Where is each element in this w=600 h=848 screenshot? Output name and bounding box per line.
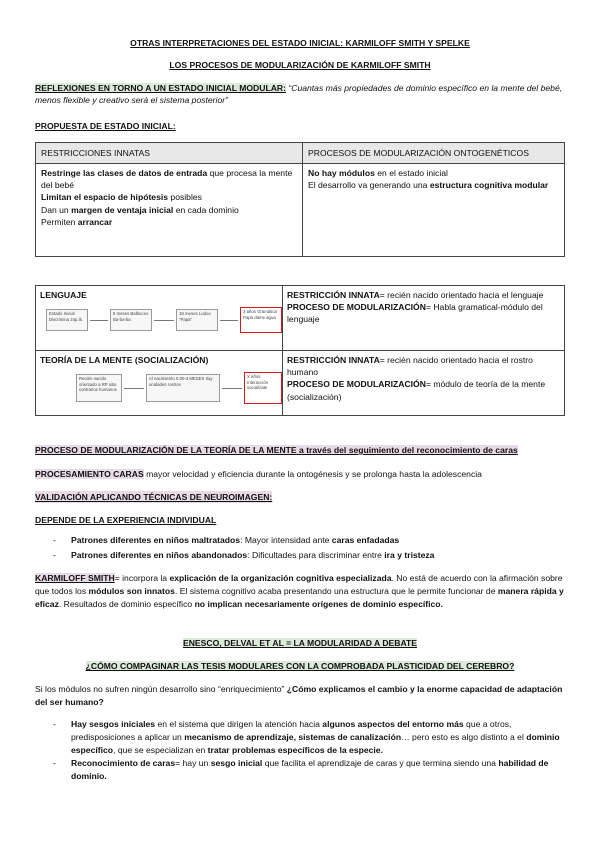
sesgo-bold-3: mecanismo de aprendizaje, sistemas de canalización [184,731,402,742]
teoria-proceso [287,378,560,402]
si-modulos-paragraph [35,683,565,709]
lenguaje-step-2: 8 meses Balbuceo Ba-ba-ba [110,309,152,331]
lenguaje-proceso-text: = Habla gramatical-módulo del lenguaje [287,302,543,325]
caras-bold-1: Reconocimiento de caras [71,757,176,768]
karmiloff-bold-1: explicación de la organización cognitiva especializada [169,573,392,583]
lenguaje-title: LENGUAJE [40,290,87,300]
lenguaje-arrow-2 [154,320,174,321]
teoria-step-2: Al nacimiento 0.00-3 MESES Sig-unidades rostros [146,374,220,402]
lenguaje-restriccion-label: RESTRICCIÓN INNATA [287,290,380,300]
sesgo-bold-4: dominio específico [71,731,560,755]
list-item [35,549,565,561]
teoria-mente-cell [36,351,283,416]
subtitle [20,59,580,71]
proc-1-bold: No hay módulos [308,168,375,178]
teoria-restriccion-label: RESTRICCIÓN INNATA [287,355,380,365]
lenguaje-diagram [40,301,278,341]
restr-1-text: que procesa la mente del bebé [41,168,293,191]
patron-2-bold: Patrones diferentes en niños abandonados [71,550,248,561]
karmiloff-bold-4: no implican necesariamente orígenes de dominio específico. [194,598,443,609]
procesamiento-text: mayor velocidad y eficiencia durante la ontogénesis y se prolonga hasta la adolescencia [143,469,482,479]
procesamiento-label: PROCESAMIENTO CARAS [35,469,144,479]
caras-text-2: que facilita el aprendizaje de caras y que termina siendo una [262,757,499,768]
procesamiento-caras [35,468,565,480]
teoria-step-3: X años Interacción socialízate [244,372,282,404]
patron-1-text: : Mayor intensidad ante [240,535,332,545]
karmiloff-text-3: . El sistema cognitivo acaba presentando una estructura que le permite funcionar de [174,585,498,596]
sesgo-text-2: que a otros, predisposiciones a aplicar un [71,719,512,742]
teoria-mente-desc-cell [283,351,565,416]
patron-1-tail: caras enfadadas [331,535,400,545]
restr-line-1 [41,167,297,191]
reflexiones-quote: “Cuantas más propiedades de dominio específico en la mente del bebé, menos flexible y creativo será el sistema posterior” [35,83,563,106]
karmiloff-text-1: = incorpora la [114,573,170,583]
lenguaje-step-3: 18 meses Lodoo "Papa" [176,309,218,331]
sesgo-text-4: , que se especializan en [113,744,208,755]
pregunta-heading [20,660,580,672]
restr-2-bold: Limitan el espacio de hipótesis [41,192,169,203]
reflexiones-paragraph [35,82,565,106]
karmiloff-label: KARMILOFF SMITH [35,573,115,583]
restr-line-2 [41,191,297,203]
proceso-teoria-mente [35,444,565,456]
proc-2-text: El desarrollo va generando una [308,180,430,191]
teoria-arrow-2 [222,388,242,389]
restr-4-text: Permiten [41,216,78,227]
proc-2-bold: estructura cognitiva modular [429,180,549,191]
teoria-restriccion [287,354,560,378]
sesgo-text-3: … pero esto es algo distinto a el [401,731,527,742]
karmiloff-paragraph [35,572,565,611]
teoria-mente-title: TEORÍA DE LA MENTE (SOCIALIZACIÓN) [40,355,209,365]
list-item [35,534,565,546]
subtitle-text: LOS PROCESOS DE MODULARIZACIÓN DE KARMILOFF SMITH [169,60,431,70]
lenguaje-step-4: 3 años Gramática Papa dame agua [240,307,282,333]
estado-inicial-table [35,142,565,257]
teoria-mente-diagram [40,366,278,406]
lenguaje-restriccion-text: = recién nacido orientado hacia el lenguaje [379,290,544,300]
lenguaje-arrow-3 [220,320,238,321]
caras-bold-3: habilidad de dominio. [71,757,549,781]
restr-3-tail: en cada dominio [173,204,239,215]
teoria-proceso-text: = módulo de teoría de la mente (socialización) [287,379,546,402]
caras-bold-2: sesgo inicial [210,757,263,768]
proc-line-1 [308,167,559,179]
karmiloff-bold-2: módulos son innatos [88,585,175,596]
restr-3-bold: margen de ventaja inicial [71,204,174,215]
teoria-step-1: Recién nacido orientado a RP sitio contrarios humanos [76,374,122,402]
depende-heading: DEPENDE DE LA EXPERIENCIA INDIVIDUAL [35,515,217,525]
proc-line-2 [308,179,559,191]
sesgo-bold-2: algunos aspectos del entorno más [322,719,464,729]
header-restricciones: RESTRICCIONES INNATAS [36,143,303,164]
restr-1-bold: Restringe las clases de datos de entrada [41,168,208,178]
si-modulos-text: Si los módulos no sufren ningún desarrollo sino “enriquecimiento” [35,684,287,694]
karmiloff-text-4: . Resultados de dominio específico [58,598,195,609]
teoria-arrow-1 [124,388,144,389]
pregunta-text: ¿CÓMO COMPAGINAR LAS TESIS MODULARES CON LA COMPROBADA PLASTICIDAD DEL CEREBRO? [85,661,515,671]
restr-4-bold: arrancar [77,216,113,227]
dominios-table [35,285,565,416]
restr-2-text: posibles [168,192,202,203]
sesgos-list [35,718,565,782]
teoria-proceso-label: PROCESO DE MODULARIZACIÓN [287,379,426,390]
caras-text-1: = hay un [175,757,211,768]
patron-1-bold: Patrones diferentes en niños maltratados [71,535,241,545]
header-procesos: PROCESOS DE MODULARIZACIÓN ONTOGENÉTICOS [303,143,565,164]
main-title [20,37,580,49]
enesco-heading [20,637,580,649]
patrones-list [35,534,565,561]
lenguaje-proceso [287,301,560,325]
restr-3-text: Dan un [41,204,72,215]
procesos-cell [303,164,565,257]
lenguaje-restriccion [287,289,560,301]
propuesta-label: PROPUESTA DE ESTADO INICIAL: [35,121,176,131]
lenguaje-step-1: Estado Inicial Discrimina 24p.lit. [46,309,88,331]
patron-2-text: : Dificultades para discriminar entre [247,550,385,561]
sesgo-text-1: en el sistema que dirigen la atención hacia [155,719,323,729]
si-modulos-bold: ¿Cómo explicamos el cambio y la enorme capacidad de adaptación del ser humano? [35,684,563,707]
proceso-tm-text: a través del seguimiento del reconocimiento de caras [296,445,518,455]
proc-1-text: en el estado inicial [374,168,448,178]
restr-line-4 [41,216,297,228]
restricciones-cell [36,164,303,257]
validacion-heading: VALIDACIÓN APLICANDO TÉCNICAS DE NEUROIMAGEN: [35,492,273,502]
lenguaje-desc-cell [283,286,565,351]
lenguaje-cell [36,286,283,351]
restr-line-3 [41,204,297,216]
enesco-text: ENESCO, DELVAL ET AL = LA MODULARIDAD A DEBATE [182,638,418,648]
patron-2-tail: ira y tristeza [384,550,435,561]
sesgo-bold-1: Hay sesgos iniciales [71,719,156,729]
lenguaje-proceso-label: PROCESO DE MODULARIZACIÓN [287,302,426,313]
karmiloff-text-2: . No está de acuerdo con la afirmación sobre que todos los [35,573,563,596]
proceso-tm-bold: PROCESO DE MODULARIZACIÓN DE LA TEORÍA DE LA MENTE [35,445,297,455]
karmiloff-bold-3: manera rápida y eficaz [35,585,564,609]
lenguaje-arrow-1 [90,320,108,321]
list-item [35,718,565,757]
sesgo-bold-5: tratar problemas específicos de la especie. [207,744,383,755]
reflexiones-label: REFLEXIONES EN TORNO A UN ESTADO INICIAL MODULAR: [35,83,286,93]
main-title-text: OTRAS INTERPRETACIONES DEL ESTADO INICIAL: KARMILOFF SMITH Y SPELKE [130,38,470,48]
teoria-restriccion-text: = recién nacido orientado hacia el rostro humano [287,355,533,378]
list-item [35,757,565,783]
